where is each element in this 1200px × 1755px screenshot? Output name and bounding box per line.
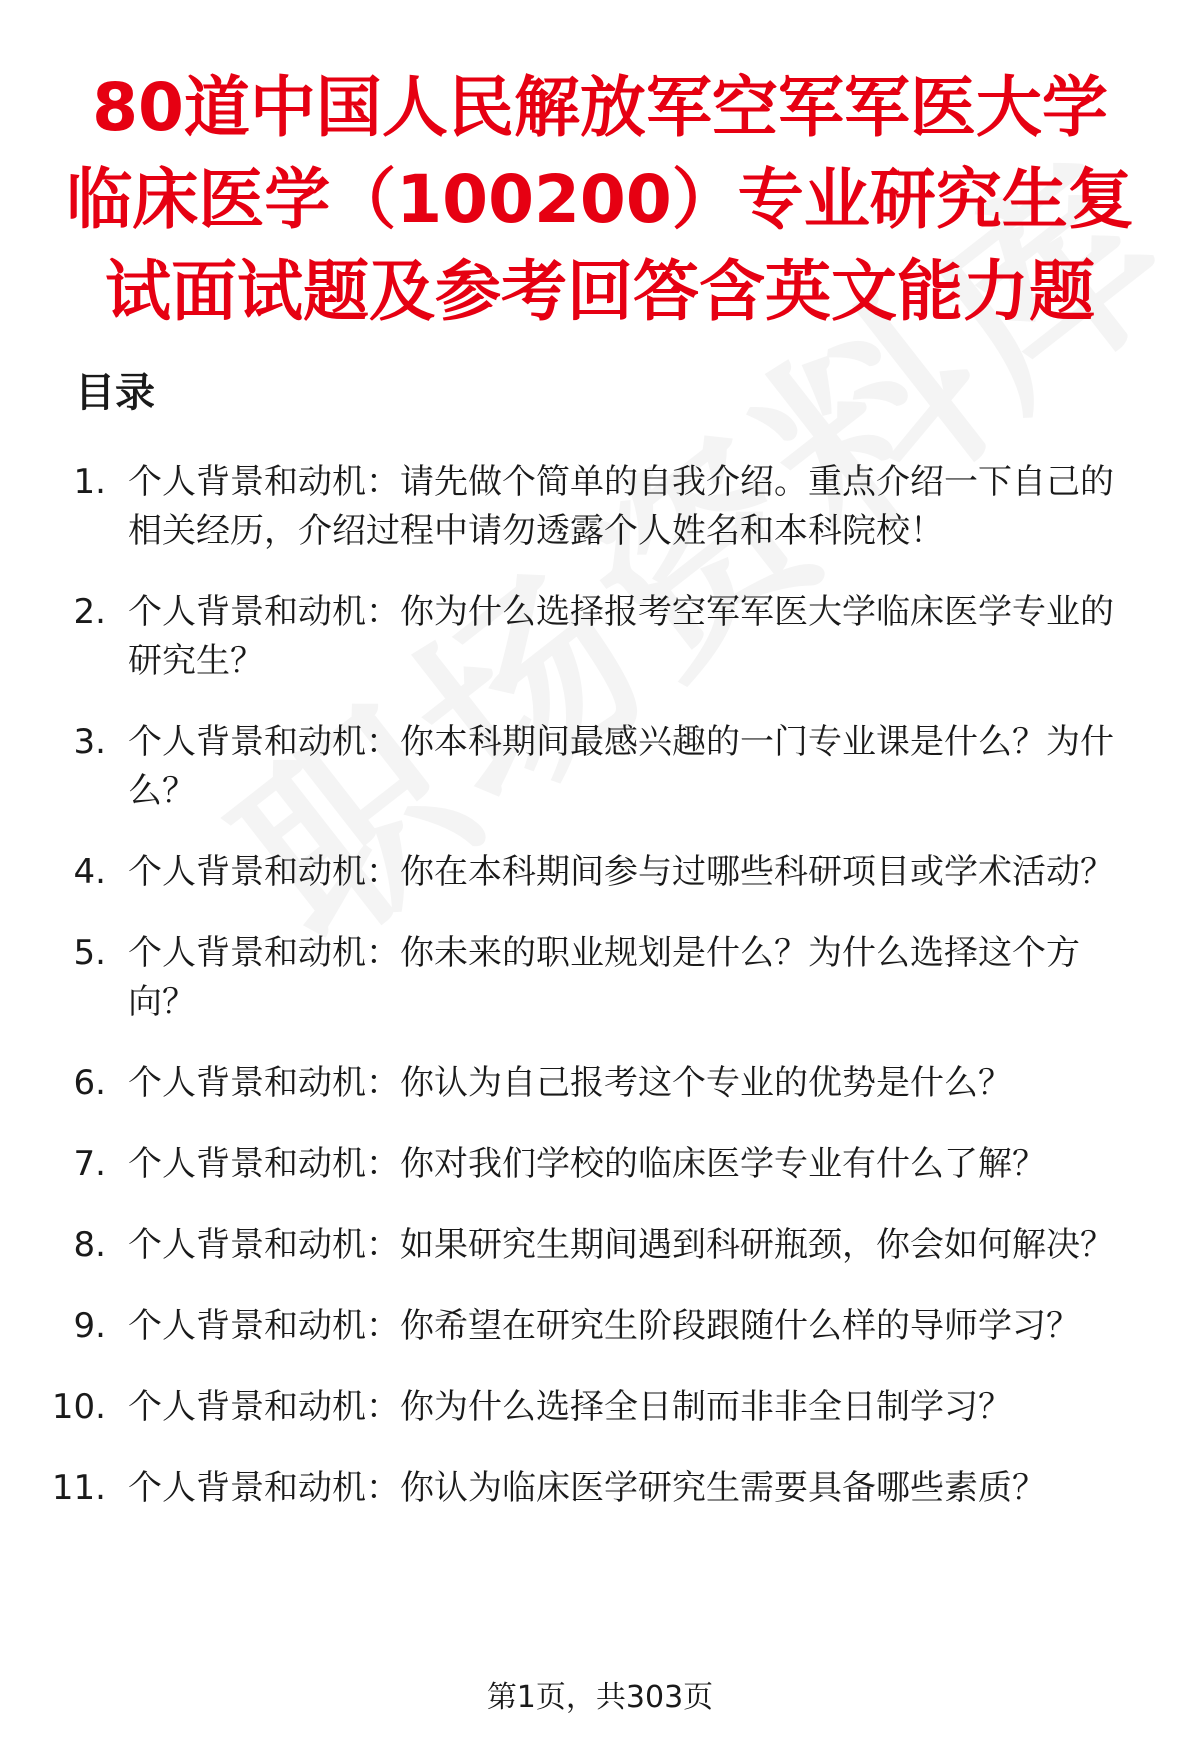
title-line-1: 80道中国人民解放军空军军医大学 <box>92 69 1108 146</box>
toc-item[interactable] <box>40 848 1150 897</box>
toc-item-text[interactable]: 个人背景和动机：你对我们学校的临床医学专业有什么了解？ <box>128 1144 1046 1184</box>
toc-item-number: 3. <box>73 722 106 762</box>
toc-item[interactable] <box>40 458 1150 556</box>
toc-item-number: 7. <box>73 1144 106 1184</box>
toc-item-number: 8. <box>73 1225 106 1265</box>
toc-list <box>40 458 1150 1545</box>
title-line-2: 临床医学（100200）专业研究生复 <box>66 161 1134 238</box>
toc-item-text[interactable]: 个人背景和动机：如果研究生期间遇到科研瓶颈，你会如何解决？ <box>128 1225 1114 1265</box>
toc-item-number: 10. <box>51 1387 106 1427</box>
toc-item[interactable] <box>40 1302 1150 1351</box>
toc-heading: 目录 <box>75 370 155 416</box>
toc-item[interactable] <box>40 1464 1150 1513</box>
toc-item-text[interactable]: 个人背景和动机：你为什么选择全日制而非非全日制学习？ <box>128 1387 1012 1427</box>
toc-item-text[interactable]: 个人背景和动机：你本科期间最感兴趣的一门专业课是什么？为什么？ <box>128 722 1114 811</box>
page-footer: 第1页，共303页 <box>486 1680 714 1715</box>
toc-item-text[interactable]: 个人背景和动机：你为什么选择报考空军军医大学临床医学专业的研究生？ <box>128 592 1114 681</box>
toc-item[interactable] <box>40 1221 1150 1270</box>
toc-item[interactable] <box>40 1059 1150 1108</box>
toc-item[interactable] <box>40 588 1150 686</box>
toc-item-number: 2. <box>73 592 106 632</box>
toc-item-text[interactable]: 个人背景和动机：你认为临床医学研究生需要具备哪些素质？ <box>128 1468 1046 1508</box>
toc-item[interactable] <box>40 929 1150 1027</box>
toc-item[interactable] <box>40 1383 1150 1432</box>
toc-item[interactable] <box>40 1140 1150 1189</box>
toc-item[interactable] <box>40 718 1150 816</box>
toc-item-number: 4. <box>73 852 106 892</box>
document-title <box>60 62 1140 338</box>
toc-item-text[interactable]: 个人背景和动机：你希望在研究生阶段跟随什么样的导师学习？ <box>128 1306 1080 1346</box>
toc-item-number: 6. <box>73 1063 106 1103</box>
toc-item-text[interactable]: 个人背景和动机：你在本科期间参与过哪些科研项目或学术活动？ <box>128 852 1114 892</box>
toc-item-number: 1. <box>73 462 106 502</box>
toc-item-number: 9. <box>73 1306 106 1346</box>
title-line-3: 试面试题及参考回答含英文能力题 <box>105 253 1095 330</box>
toc-item-text[interactable]: 个人背景和动机：你未来的职业规划是什么？为什么选择这个方向？ <box>128 933 1080 1022</box>
toc-item-text[interactable]: 个人背景和动机：你认为自己报考这个专业的优势是什么？ <box>128 1063 1012 1103</box>
toc-item-text[interactable]: 个人背景和动机：请先做个简单的自我介绍。重点介绍一下自己的相关经历，介绍过程中请勿透露个人姓名和本科院校！ <box>128 462 1114 551</box>
toc-item-number: 5. <box>73 933 106 973</box>
toc-item-number: 11. <box>51 1468 106 1508</box>
